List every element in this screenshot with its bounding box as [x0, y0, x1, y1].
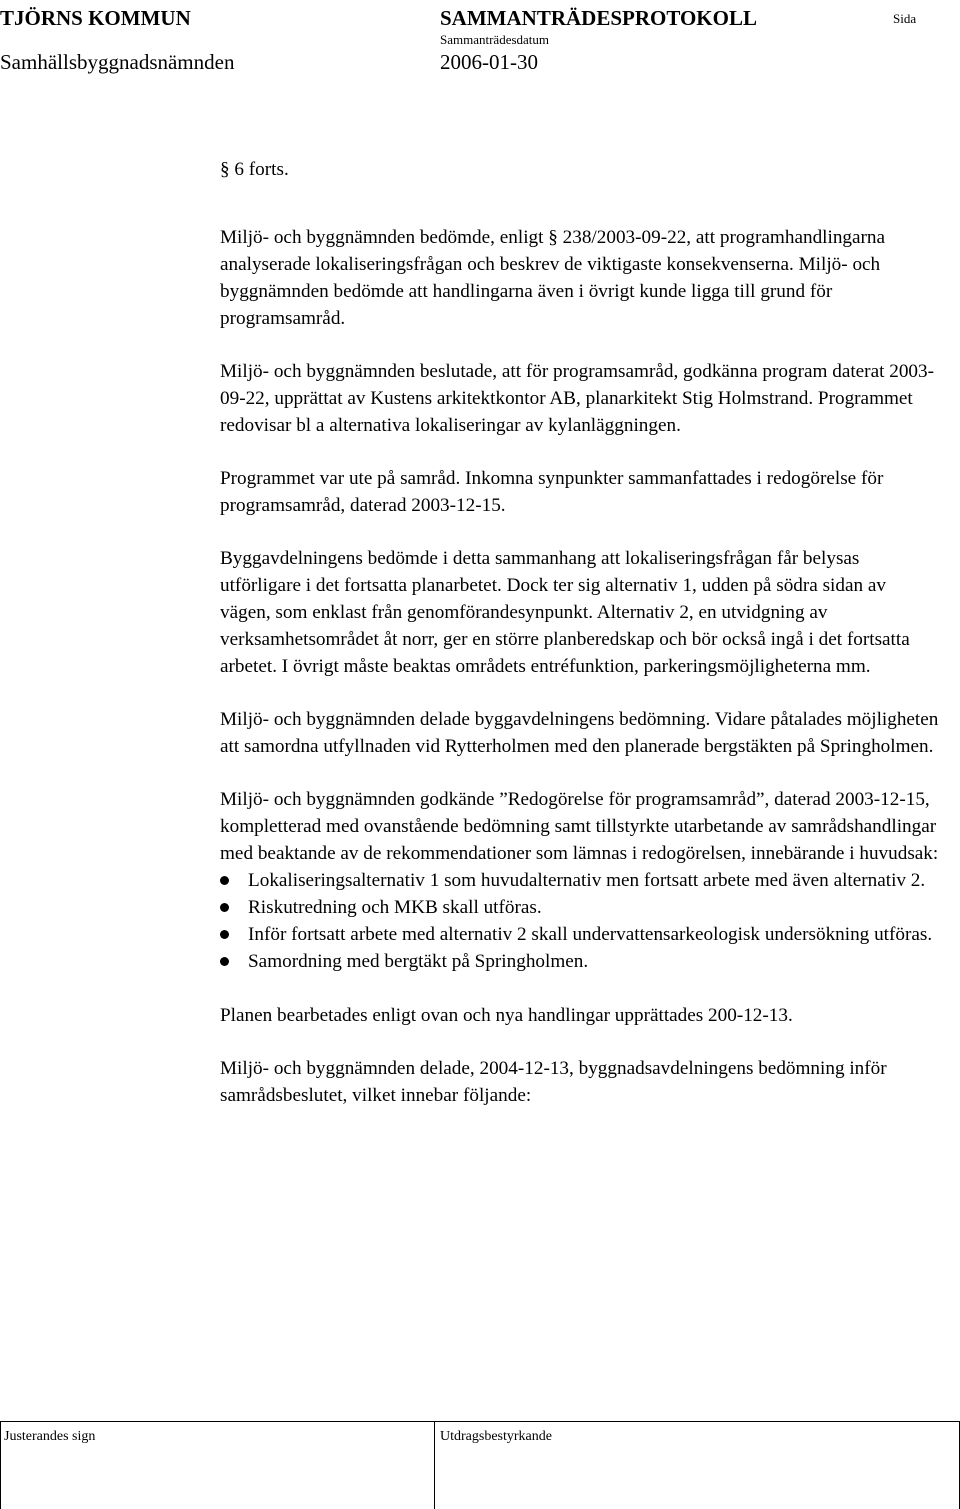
board-name: Samhällsbyggnadsnämnden [0, 50, 235, 74]
page-label: Sida [893, 11, 917, 26]
extract-certification-label: Utdragsbestyrkande [440, 1429, 552, 1444]
section-heading: § 6 forts. [220, 159, 289, 180]
list-item [220, 948, 940, 975]
protocol-body [220, 156, 940, 1109]
list-item-text: Riskutredning och MKB skall utföras. [248, 897, 542, 918]
paragraph: Miljö- och byggnämnden bedömde, enligt § 238/2003-09-22, att programhandlingarna analyserade lokaliseringsfrågan och beskrev de viktigaste konsekvenserna. Miljö- och byggnämnden bedömde att handlingarna även i övrigt kunde ligga till grund för programsamråd. [220, 227, 886, 329]
paragraph: Miljö- och byggnämnden godkände ”Redogörelse för programsamråd”, daterad 2003-12-15, kompletterad med ovanstående bedömning samt tillstyrkte utarbetande av samrådshandlingar med beaktande av de rekommendationer som lämnas i redogörelsen, innebärande i huvudsak: [220, 789, 939, 864]
paragraph: Miljö- och byggnämnden beslutade, att för programsamråd, godkänna program daterat 2003-09-22, upprättat av Kustens arkitektkontor AB, planarkitekt Stig Holmstrand. Programmet redovisar bl a alternativa lokaliseringar av kylanläggningen. [220, 361, 934, 436]
footer-border-middle [434, 1421, 435, 1509]
list-item [220, 894, 940, 921]
meeting-date: 2006-01-30 [440, 50, 538, 74]
paragraph: Miljö- och byggnämnden delade byggavdelningens bedömning. Vidare påtalades möjligheten att samordna utfyllnaden vid Rytterholmen med den planerade bergstäkten på Springholmen. [220, 709, 939, 757]
paragraph: Planen bearbetades enligt ovan och nya handlingar upprättades 200-12-13. [220, 1005, 793, 1026]
list-item-text: Lokaliseringsalternativ 1 som huvudalternativ men fortsatt arbete med även alternativ 2. [248, 870, 926, 891]
paragraph: Programmet var ute på samråd. Inkomna synpunkter sammanfattades i redogörelse för programsamråd, daterad 2003-12-15. [220, 468, 884, 516]
paragraph: Byggavdelningens bedömde i detta sammanhang att lokaliseringsfrågan får belysas utförligare i det fortsatta planarbetet. Dock ter sig alternativ 1, udden på södra sidan av vägen, som enklast från genomförandesynpunkt. Alternativ 2, en utvidgning av verksamhetsområdet åt norr, ger en större planberedskap och bör också ingå i det fortsatta arbetet. I övrigt måste beaktas områdets entréfunktion, parkeringsmöjligheterna mm. [220, 548, 910, 677]
list-item-text: Inför fortsatt arbete med alternativ 2 skall undervattensarkeologisk undersökning utföras. [248, 924, 933, 945]
bullet-icon [220, 876, 229, 885]
bullet-icon [220, 903, 229, 912]
paragraph: Miljö- och byggnämnden delade, 2004-12-13, byggnadsavdelningens bedömning inför samrådsbeslutet, vilket innebar följande: [220, 1058, 887, 1106]
list-item [220, 921, 940, 948]
document-type: SAMMANTRÄDESPROTOKOLL [440, 6, 757, 30]
meeting-date-label: Sammanträdesdatum [440, 32, 550, 47]
footer-border-left [0, 1421, 1, 1509]
footer-divider [0, 1421, 960, 1422]
list-item-text: Samordning med bergtäkt på Springholmen. [248, 951, 589, 972]
list-item [220, 867, 940, 894]
recommendation-list [220, 867, 940, 975]
municipality-name: TJÖRNS KOMMUN [0, 6, 191, 30]
bullet-icon [220, 957, 229, 966]
justification-sign-label: Justerandes sign [4, 1429, 96, 1444]
bullet-icon [220, 930, 229, 939]
